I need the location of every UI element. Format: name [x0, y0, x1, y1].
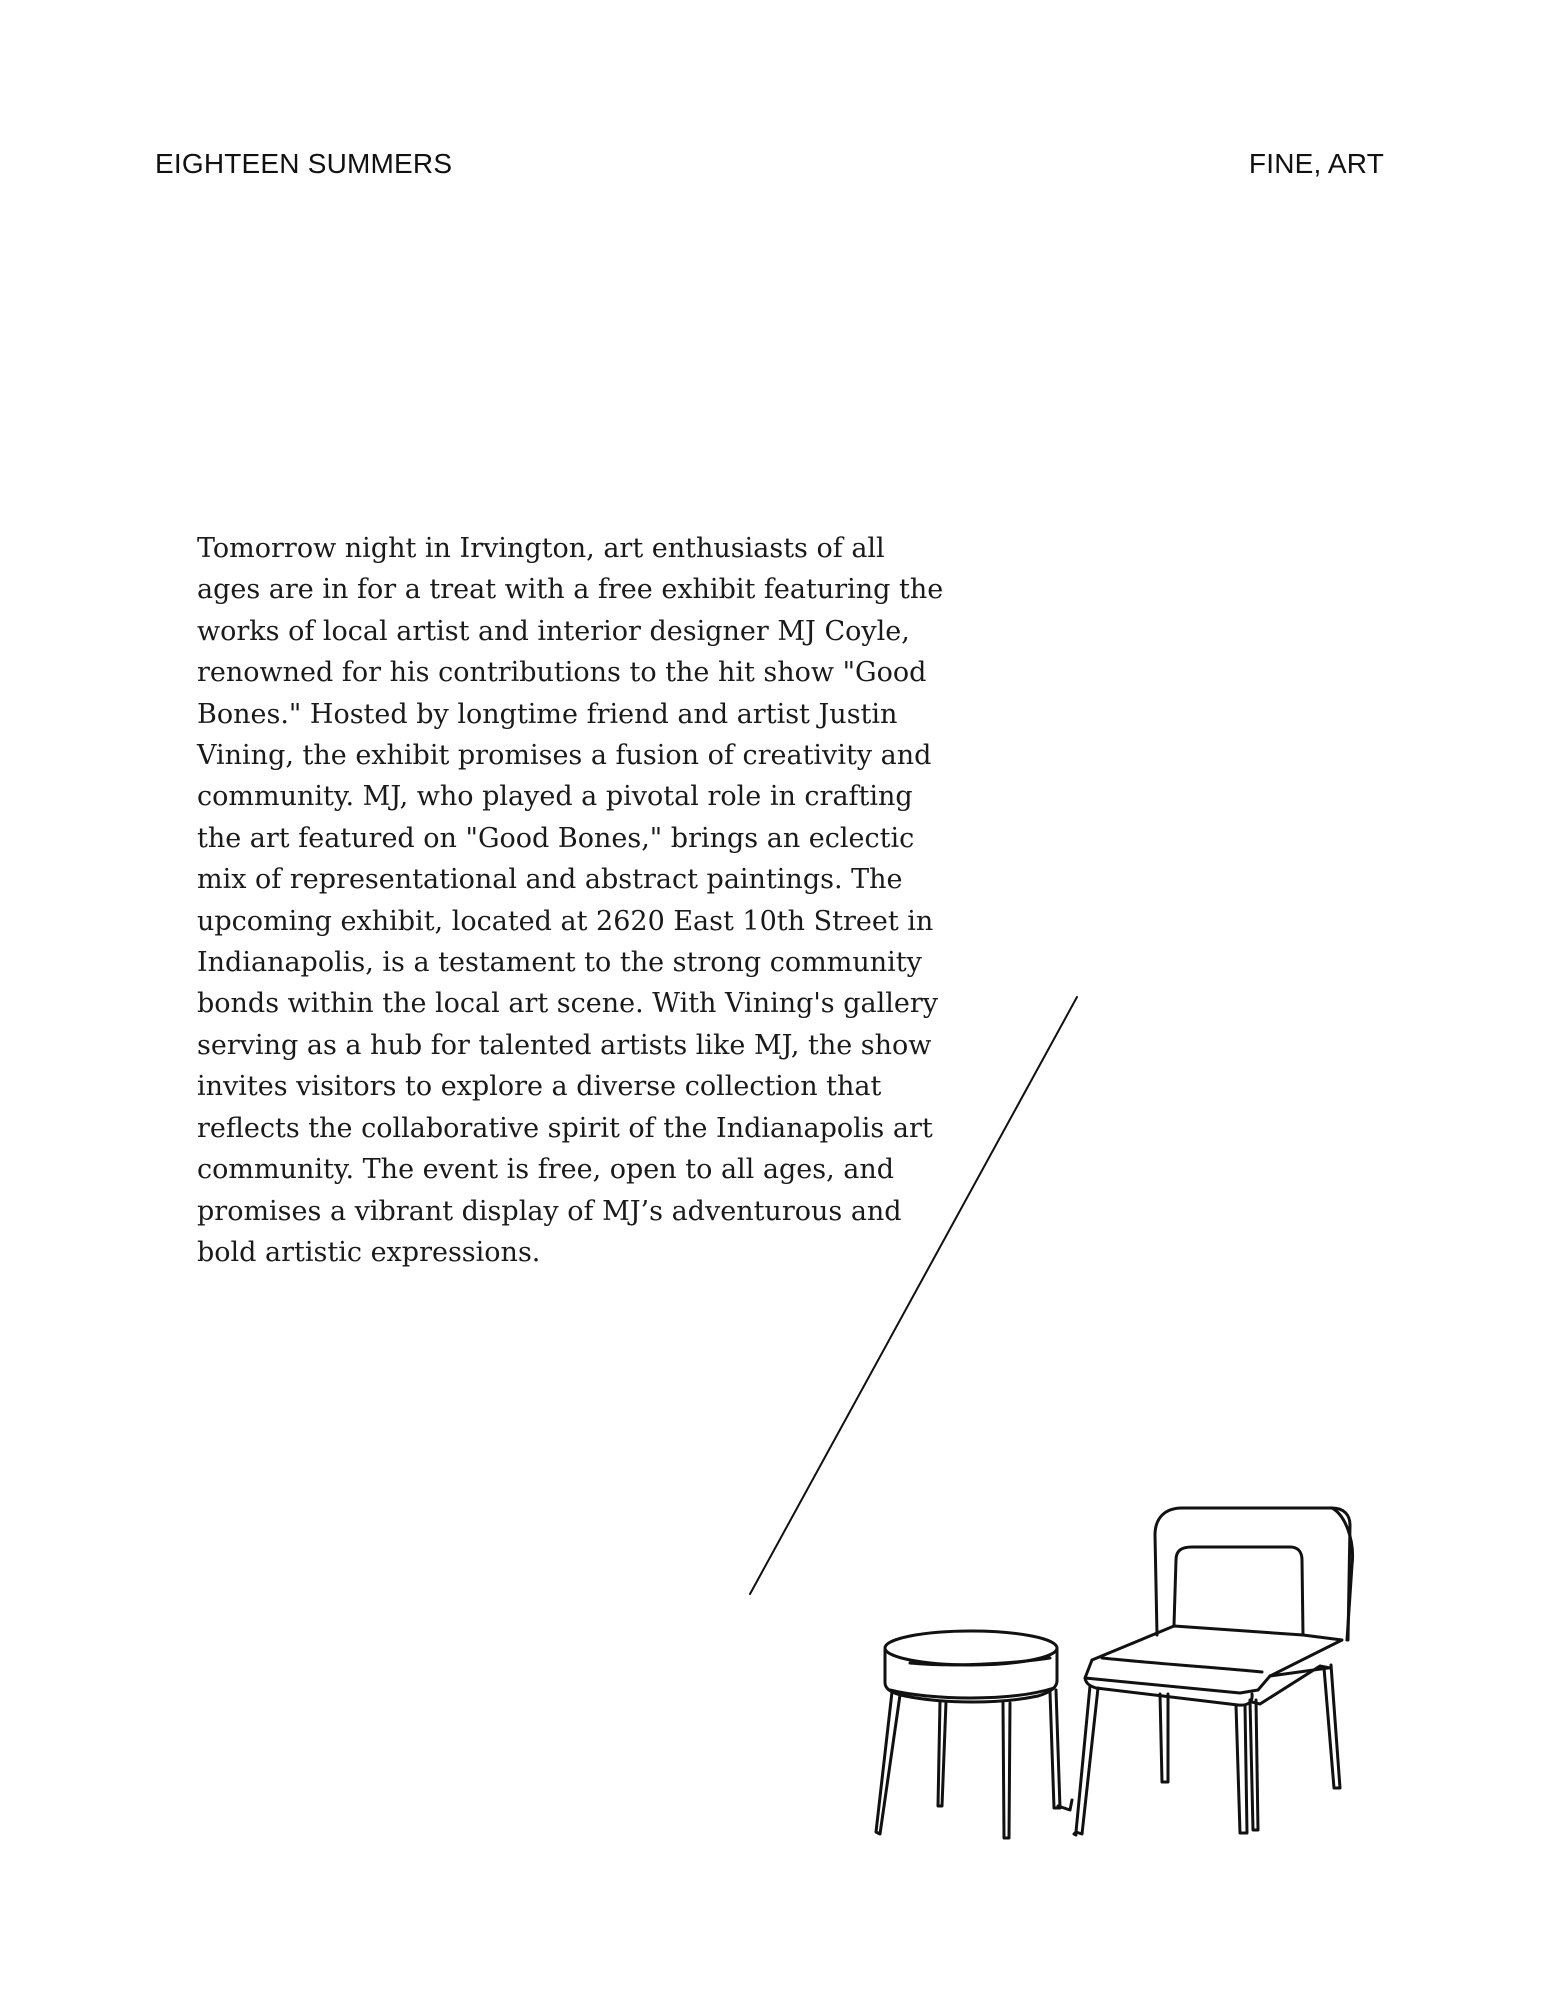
article-line: serving as a hub for talented artists like MJ, the show	[197, 1029, 932, 1061]
article-line: Indianapolis, is a testament to the strong community	[197, 947, 922, 979]
article-line: Tomorrow night in Irvington, art enthusiasts of all	[197, 533, 885, 564]
article-line: Vining, the exhibit promises a fusion of creativity and	[197, 740, 932, 772]
stool-icon	[776, 1628, 1060, 1838]
article-line: works of local artist and interior designer MJ Coyle,	[197, 615, 910, 647]
article-line: ages are in for a treat with a free exhibit featuring the	[197, 574, 944, 606]
header-title-left: EIGHTEEN SUMMERS	[155, 148, 453, 179]
chair-icon	[1058, 1508, 1353, 1835]
article-line: bold artistic expressions.	[197, 1236, 541, 1268]
article-line: invites visitors to explore a diverse collection that	[197, 1071, 882, 1103]
article-line: bonds within the local art scene. With Vining's gallery	[197, 988, 939, 1020]
header-title-right: FINE, ART	[1248, 148, 1384, 179]
diagonal-line	[750, 997, 1077, 1594]
article-line: upcoming exhibit, located at 2620 East 10th Street in	[197, 905, 934, 937]
article-line: Bones." Hosted by longtime friend and artist Justin	[197, 698, 898, 730]
article-line: the art featured on "Good Bones," brings an eclectic	[197, 822, 915, 854]
article-line: renowned for his contributions to the hit show "Good	[197, 657, 927, 689]
article-line: mix of representational and abstract paintings. The	[197, 864, 903, 896]
article-line: community. MJ, who played a pivotal role in crafting	[197, 781, 913, 813]
article-line: promises a vibrant display of MJ’s adventurous and	[197, 1195, 902, 1227]
article-line: community. The event is free, open to all ages, and	[197, 1154, 895, 1186]
article-line: reflects the collaborative spirit of the Indianapolis art	[197, 1112, 933, 1144]
